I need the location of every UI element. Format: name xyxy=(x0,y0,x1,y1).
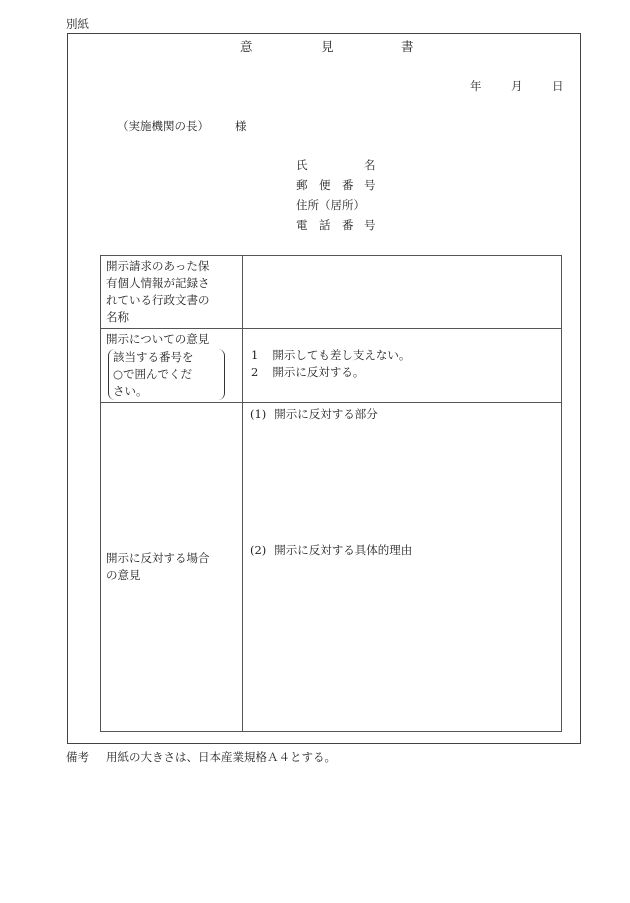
addressee-honorific: 様 xyxy=(235,119,247,133)
objection-detail-cell[interactable] xyxy=(243,403,562,732)
postal-label-3: 番 xyxy=(342,178,354,192)
date-month: 月 xyxy=(511,79,523,93)
option-1[interactable] xyxy=(251,347,556,364)
document-name-label xyxy=(101,256,243,329)
objection-row xyxy=(101,403,562,732)
sub-text: 開示に反対する部分 xyxy=(274,407,378,421)
instruction-bracket xyxy=(108,349,225,400)
title-char-3: 書 xyxy=(401,39,414,54)
address-label: 住所（居所） xyxy=(296,198,365,212)
disclosure-opinion-label: 開示についての意見 xyxy=(106,332,210,346)
remarks-label: 備考 xyxy=(66,750,89,764)
name-label-2: 名 xyxy=(364,158,376,172)
option-text: 開示しても差し支えない。 xyxy=(272,348,411,362)
date-year: 年 xyxy=(470,79,482,93)
title-char-1: 意 xyxy=(240,39,253,54)
option-2[interactable] xyxy=(251,364,556,381)
postal-label-2: 便 xyxy=(319,178,331,192)
objection-label-cell xyxy=(101,403,243,732)
sub-number: (2) xyxy=(250,543,267,557)
objection-part-heading xyxy=(250,406,378,423)
name-label-1: 氏 xyxy=(296,158,308,172)
postal-label-4: 号 xyxy=(364,178,376,192)
document-name-field[interactable] xyxy=(243,256,562,329)
document-name-label-line: 有個人情報が記録さ xyxy=(106,276,210,290)
phone-label-2: 話 xyxy=(319,218,331,232)
attachment-label: 別紙 xyxy=(66,17,89,31)
remarks-text: 用紙の大きさは、日本産業規格Ａ４とする。 xyxy=(106,750,336,764)
disclosure-options-cell xyxy=(243,329,562,403)
opinion-table xyxy=(100,255,562,732)
option-number: 1 xyxy=(251,348,259,362)
objection-label-line: 開示に反対する場合 xyxy=(106,551,210,565)
document-name-row xyxy=(101,256,562,329)
postal-label-1: 郵 xyxy=(296,178,308,192)
phone-label-1: 電 xyxy=(296,218,308,232)
date-day: 日 xyxy=(552,79,564,93)
objection-reason-heading xyxy=(250,542,412,559)
objection-label-line: の意見 xyxy=(106,568,141,582)
document-name-label-line: れている行政文書の xyxy=(106,293,210,307)
document-name-label-line: 開示請求のあった保 xyxy=(106,259,210,273)
sub-number: (1) xyxy=(250,407,267,421)
instruction-line: 該当する番号を xyxy=(113,350,194,364)
title-char-2: 見 xyxy=(321,39,334,54)
option-number: 2 xyxy=(251,365,259,379)
disclosure-opinion-row xyxy=(101,329,562,403)
instruction-line: さい。 xyxy=(113,384,148,398)
option-text: 開示に反対する。 xyxy=(272,365,365,379)
phone-label-4: 号 xyxy=(364,218,376,232)
instruction-line: ○で囲んでくだ xyxy=(113,367,193,381)
addressee-org: （実施機関の長） xyxy=(117,119,209,133)
phone-label-3: 番 xyxy=(342,218,354,232)
sub-text: 開示に反対する具体的理由 xyxy=(274,543,413,557)
document-name-label-line: 名称 xyxy=(106,310,129,324)
disclosure-opinion-label-cell xyxy=(101,329,243,403)
